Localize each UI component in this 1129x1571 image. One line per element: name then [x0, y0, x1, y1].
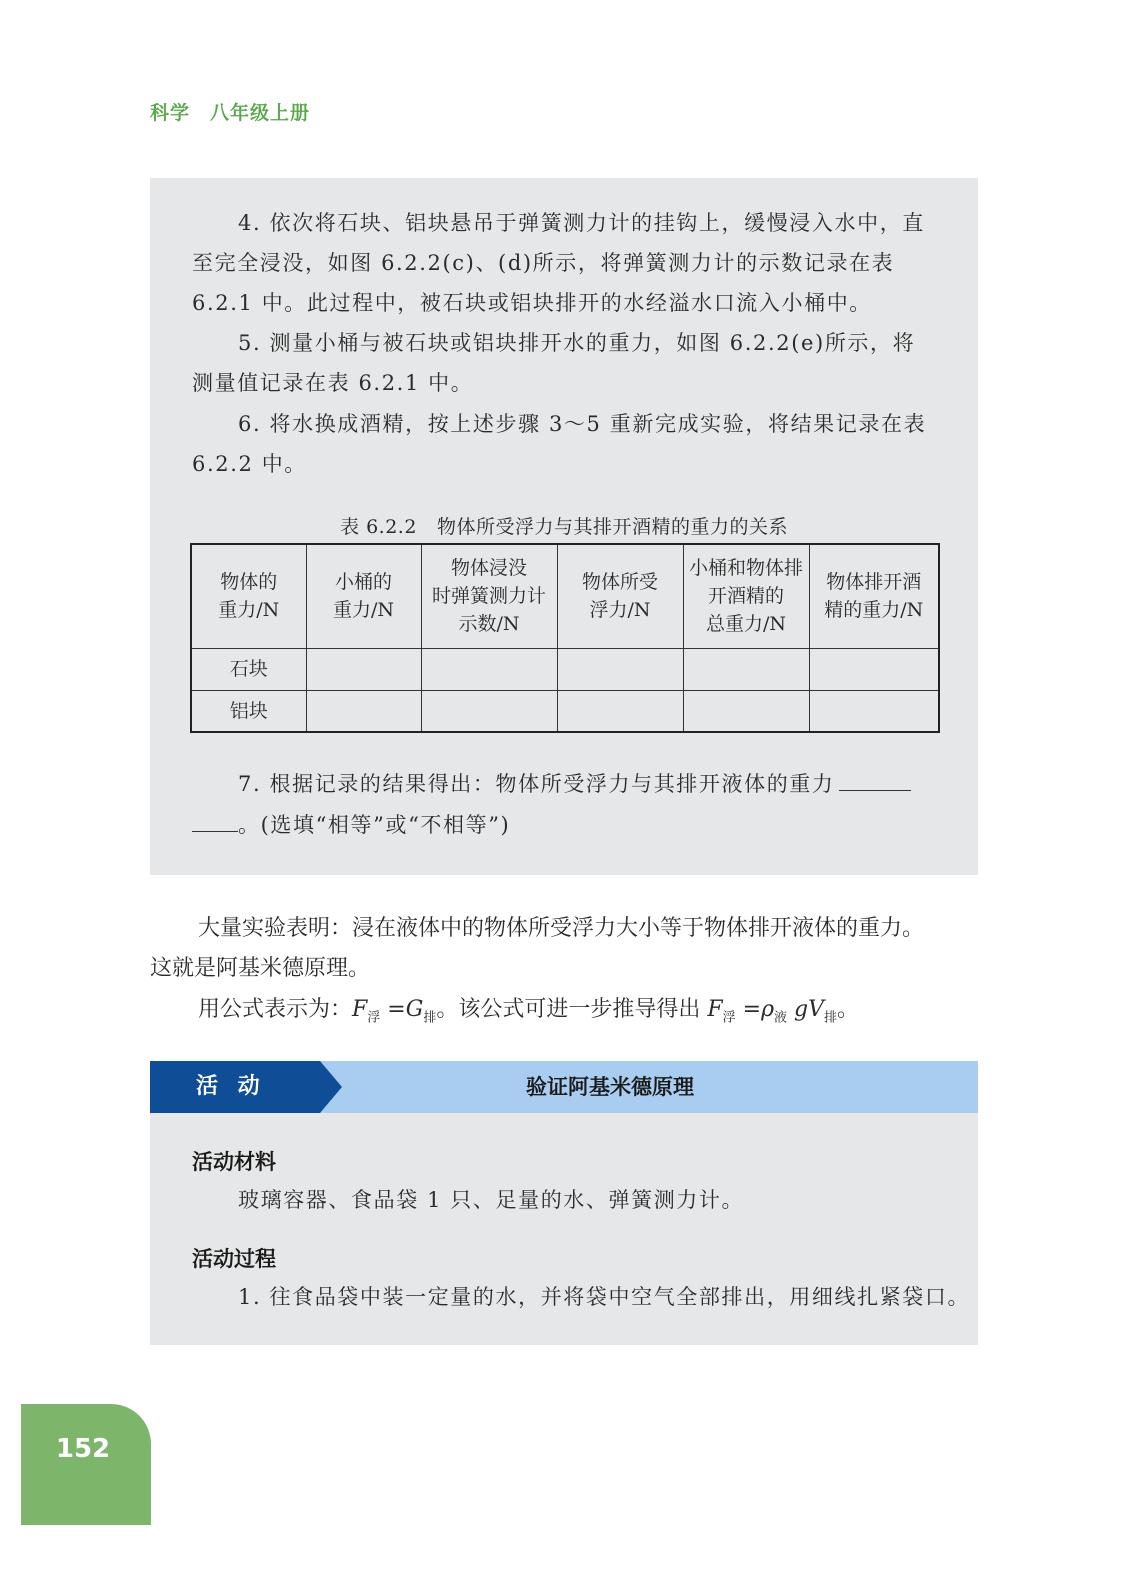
table-cell[interactable] [421, 690, 557, 732]
activity-title: 验证阿基米德原理 [526, 1075, 694, 1099]
table-caption [150, 512, 978, 539]
materials-heading: 活动材料 [192, 1150, 276, 1174]
row-label-aluminum: 铝块 [191, 690, 306, 732]
step-7-hint: 。(选填“相等”或“不相等”) [238, 813, 511, 837]
sub-ye: 液 [774, 1010, 788, 1026]
row-label-stone: 石块 [191, 648, 306, 690]
table-cell[interactable] [421, 648, 557, 690]
symbol-G: G [405, 997, 424, 1022]
formula-mid: 。该公式可进一步推导得出 [436, 997, 701, 1022]
step-5-line-1: 5. 测量小桶与被石块或铝块排开水的重力，如图 6.2.2(e)所示，将 [238, 331, 916, 355]
symbol-F: F [352, 997, 368, 1022]
running-header [150, 98, 310, 125]
step-5-line-2: 测量值记录在表 6.2.1 中。 [192, 371, 474, 395]
equals-2: = [742, 997, 762, 1022]
process-step-1: 1. 往食品袋中装一定量的水，并将袋中空气全部排出，用细线扎紧袋口。 [238, 1285, 971, 1309]
table-header-cell: 小桶和物体排 开酒精的 总重力/N [683, 544, 809, 648]
symbol-gV: gV [794, 997, 824, 1022]
step-6-line-2: 6.2.2 中。 [192, 452, 307, 476]
activity-bar [150, 1061, 978, 1113]
table-cell[interactable] [809, 690, 939, 732]
step-4-line-2: 至完全浸没，如图 6.2.2(c)、(d)所示，将弹簧测力计的示数记录在表 [192, 251, 895, 275]
page-number-tab [21, 1404, 151, 1525]
step-4-line-1: 4. 依次将石块、铝块悬吊于弹簧测力计的挂钩上，缓慢浸入水中，直 [238, 211, 925, 235]
formula-end: 。 [837, 997, 860, 1022]
symbol-F-2: F [707, 997, 723, 1022]
header-subject: 科学 [150, 102, 191, 124]
table-number: 表 6.2.2 [340, 516, 417, 538]
answer-blank[interactable] [839, 764, 911, 791]
formula-intro: 用公式表示为： [198, 997, 353, 1022]
table-header-row [191, 544, 939, 648]
body-paragraph-line-2: 这就是阿基米德原理。 [150, 956, 371, 981]
activity-tag: 活 动 [150, 1061, 320, 1113]
table-row [191, 690, 939, 732]
sub-pai: 排 [423, 1010, 437, 1026]
table-cell[interactable] [557, 690, 683, 732]
step-7-line-1 [238, 764, 938, 804]
formula-line [198, 990, 1038, 1038]
sub-fu-2: 浮 [722, 1010, 736, 1026]
table-row [191, 648, 939, 690]
process-heading: 活动过程 [192, 1247, 276, 1271]
step-7-line-2 [192, 805, 937, 845]
symbol-rho: ρ [761, 997, 774, 1022]
table-cell[interactable] [306, 690, 421, 732]
table-header-cell: 物体浸没 时弹簧测力计 示数/N [421, 544, 557, 648]
step-7-text: 7. 根据记录的结果得出：物体所受浮力与其排开液体的重力 [238, 772, 835, 796]
table-cell[interactable] [557, 648, 683, 690]
step-4-line-3: 6.2.1 中。此过程中，被石块或铝块排开的水经溢水口流入小桶中。 [192, 291, 872, 315]
table-header-cell: 物体所受 浮力/N [557, 544, 683, 648]
sub-pai-2: 排 [824, 1010, 838, 1026]
table-cell[interactable] [683, 690, 809, 732]
materials-text: 玻璃容器、食品袋 1 只、足量的水、弹簧测力计。 [238, 1188, 745, 1212]
answer-blank-continued[interactable] [192, 805, 238, 832]
equals: = [387, 997, 406, 1022]
step-6-line-1: 6. 将水换成酒精，按上述步骤 3～5 重新完成实验，将结果记录在表 [238, 412, 927, 436]
table-title: 物体所受浮力与其排开酒精的重力的关系 [436, 516, 788, 538]
table-header-cell: 小桶的 重力/N [306, 544, 421, 648]
header-grade: 八年级上册 [210, 102, 311, 124]
record-table [190, 543, 940, 733]
table-cell[interactable] [683, 648, 809, 690]
activity-arrow-icon [320, 1061, 342, 1113]
sub-fu: 浮 [367, 1010, 381, 1026]
table-header-cell: 物体的 重力/N [191, 544, 306, 648]
table-cell[interactable] [306, 648, 421, 690]
body-paragraph-line-1: 大量实验表明：浸在液体中的物体所受浮力大小等于物体排开液体的重力。 [198, 916, 925, 941]
page-number: 152 [55, 1434, 111, 1464]
table-header-cell: 物体排开酒 精的重力/N [809, 544, 939, 648]
table-cell[interactable] [809, 648, 939, 690]
